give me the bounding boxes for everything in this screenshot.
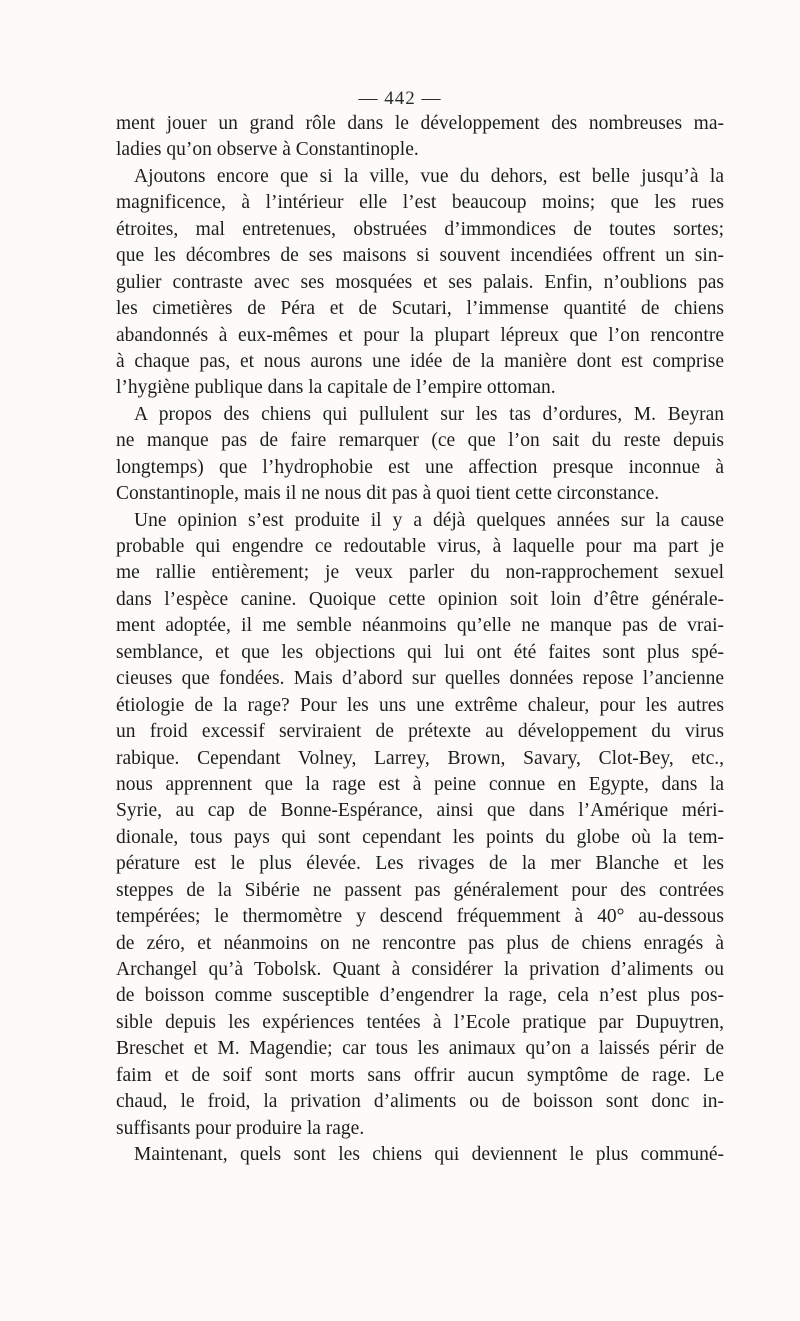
text-line: sible depuis les expériences tentées à l’Ecole pratique par Dupuytren,: [116, 1011, 724, 1033]
text-line: Syrie, au cap de Bonne-Espérance, ainsi que dans l’Amérique méri-: [116, 800, 724, 822]
text-line: Ajoutons encore que si la ville, vue du dehors, est belle jusqu’à la: [134, 165, 724, 187]
text-line: Constantinople, mais il ne nous dit pas à quoi tient cette circonstance.: [116, 483, 660, 505]
text-line: un froid excessif serviraient de prétexte au développement du virus: [116, 721, 724, 743]
text-line: gulier contraste avec ses mosquées et ses palais. Enfin, n’oublions pas: [116, 271, 724, 293]
text-line: Breschet et M. Magendie; car tous les animaux qu’on a laissés périr de: [116, 1038, 724, 1060]
text-line: l’hygiène publique dans la capitale de l’empire ottoman.: [116, 377, 556, 399]
text-line: de boisson comme susceptible d’engendrer la rage, cela n’est plus pos-: [116, 985, 724, 1007]
text-line: ladies qu’on observe à Constantinople.: [116, 139, 419, 161]
text-line: steppes de la Sibérie ne passent pas généralement pour des contrées: [116, 879, 724, 901]
text-line: Maintenant, quels sont les chiens qui deviennent le plus communé-: [134, 1144, 724, 1166]
text-line: les cimetières de Péra et de Scutari, l’immense quantité de chiens: [116, 298, 724, 320]
page-number: — 442 —: [358, 88, 442, 109]
text-line: suffisants pour produire la rage.: [116, 1117, 365, 1139]
text-line: Une opinion s’est produite il y a déjà quelques années sur la cause: [134, 509, 724, 531]
text-line: nous apprennent que la rage est à peine connue en Egypte, dans la: [116, 773, 724, 795]
text-line: pérature est le plus élevée. Les rivages de la mer Blanche et les: [116, 853, 724, 875]
text-line: dionale, tous pays qui sont cependant les points du globe où la tem-: [116, 826, 724, 848]
text-line: magnificence, à l’intérieur elle l’est beaucoup moins; que les rues: [116, 192, 724, 214]
text-line: faim et de soif sont morts sans offrir aucun symptôme de rage. Le: [116, 1064, 724, 1086]
text-line: ne manque pas de faire remarquer (ce que l’on sait du reste depuis: [116, 430, 724, 452]
text-line: à chaque pas, et nous aurons une idée de la manière dont est comprise: [116, 350, 724, 372]
text-line: chaud, le froid, la privation d’aliments ou de boisson sont donc in-: [116, 1091, 724, 1113]
body-text: [116, 111, 724, 1169]
text-line: ment adoptée, il me semble néanmoins qu’elle ne manque pas de vrai-: [116, 615, 724, 637]
text-line: dans l’espèce canine. Quoique cette opinion soit loin d’être générale-: [116, 588, 724, 610]
text-line: me rallie entièrement; je veux parler du non-rapprochement sexuel: [116, 562, 724, 584]
text-line: A propos des chiens qui pullulent sur les tas d’ordures, M. Beyran: [134, 403, 724, 425]
text-line: semblance, et que les objections qui lui ont été faites sont plus spé-: [116, 641, 724, 663]
text-line: étroites, mal entretenues, obstruées d’immondices de toutes sortes;: [116, 218, 724, 240]
text-line: que les décombres de ses maisons si souvent incendiées offrent un sin-: [116, 245, 724, 267]
text-line: longtemps) que l’hydrophobie est une affection presque inconnue à: [116, 456, 724, 478]
text-line: étiologie de la rage? Pour les uns une extrême chaleur, pour les autres: [116, 694, 724, 716]
text-line: Archangel qu’à Tobolsk. Quant à considérer la privation d’aliments ou: [116, 959, 724, 980]
text-line: cieuses que fondées. Mais d’abord sur quelles données repose l’ancienne: [116, 668, 724, 690]
text-line: probable qui engendre ce redoutable virus, à laquelle pour ma part je: [116, 536, 724, 557]
text-line: abandonnés à eux-mêmes et pour la plupart lépreux que l’on rencontre: [116, 324, 724, 346]
text-line: tempérées; le thermomètre y descend fréquemment à 40° au-dessous: [116, 906, 724, 928]
text-line: rabique. Cependant Volney, Larrey, Brown, Savary, Clot-Bey, etc.,: [116, 747, 724, 769]
text-line: de zéro, et néanmoins on ne rencontre pas plus de chiens enragés à: [116, 932, 724, 954]
text-line: ment jouer un grand rôle dans le développement des nombreuses ma-: [116, 113, 724, 134]
